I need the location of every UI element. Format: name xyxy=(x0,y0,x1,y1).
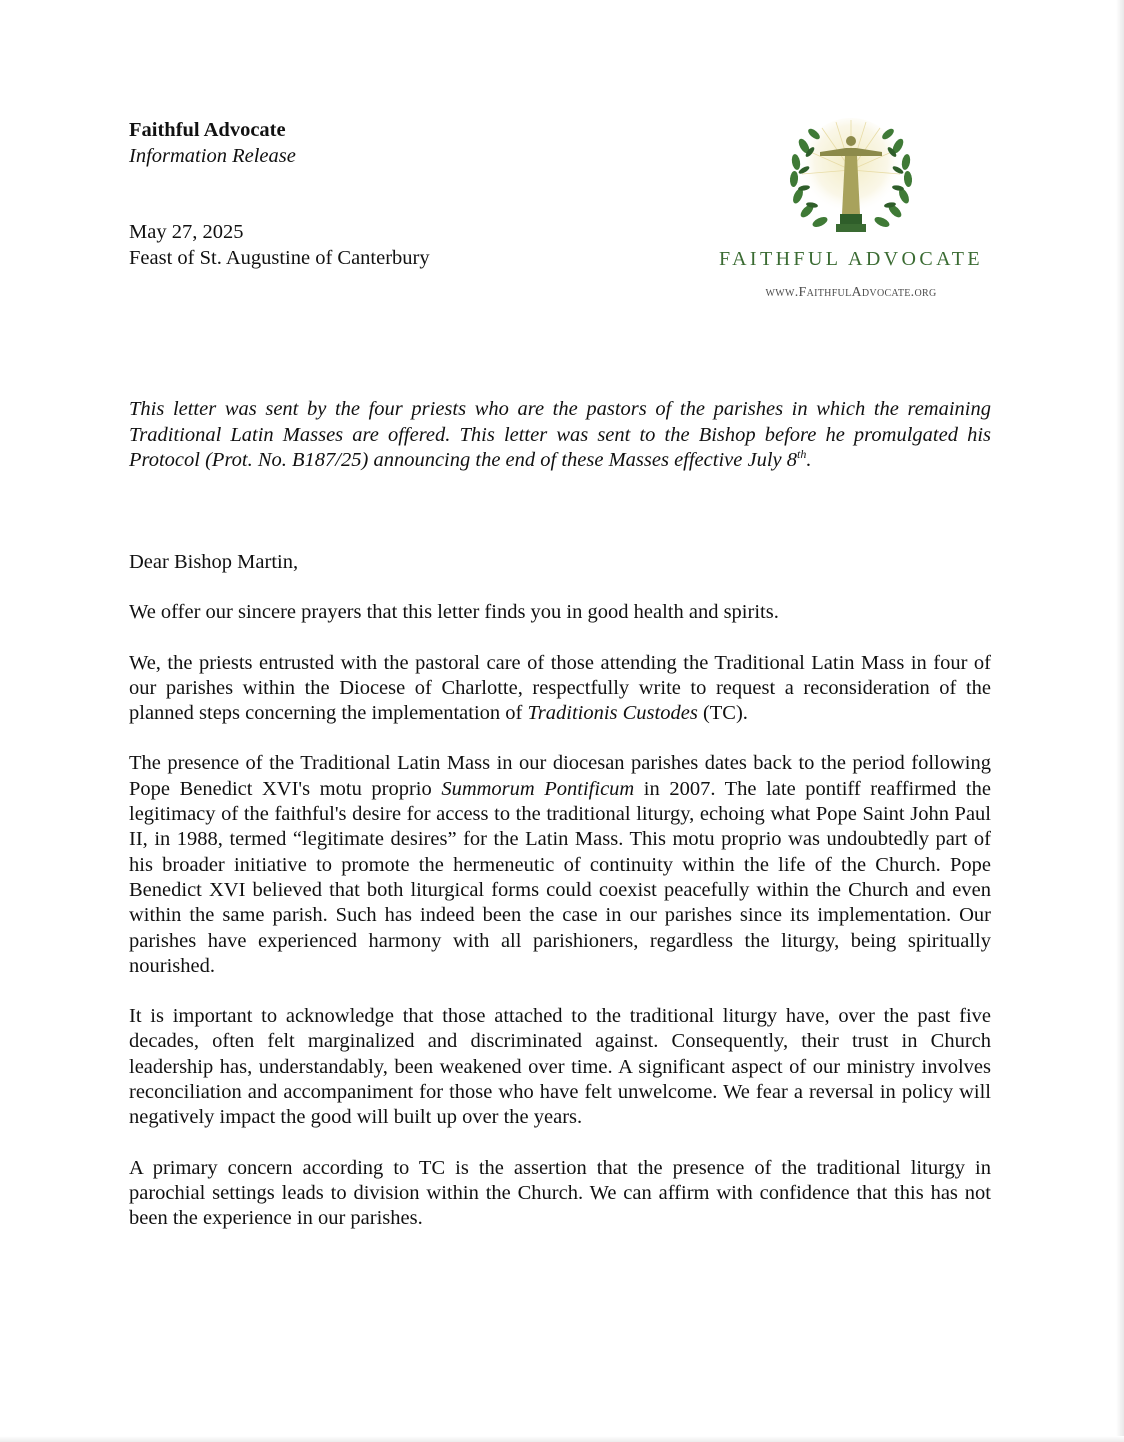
org-name: Faithful Advocate xyxy=(129,119,286,141)
release-date: May 27, 2025 xyxy=(129,221,244,243)
paragraph-3-rest: in 2007. The late pontiff reaffirmed the legitimacy of the faithful's desire for access to the traditional liturgy, echoing what Pope Saint John Paul II, in 1988, termed “legitimate desires” for the Latin Mass. This motu proprio was undoubtedly part of his broader initiative to promote the hermeneutic of continuity within the life of the Church. Pope Benedict XVI believed that both liturgical forms could coexist peacefully within the Church and even within the same parish. Such has indeed been the case in our parishes since its implementation. Our parishes have experienced harmony with all parishioners, regardless the liturgy, being spiritually nourished. xyxy=(129,777,991,977)
page-bottom-shadow xyxy=(0,1436,1124,1442)
paragraph-3 xyxy=(129,751,991,979)
document-title-summorum: Summorum Pontificum xyxy=(441,777,635,800)
salutation: Dear Bishop Martin, xyxy=(129,551,299,573)
paragraph-2-text: We, the priests entrusted with the pastoral care of those attending the Traditional Latin Mass in four of our parishes within the Diocese of Charlotte, respectfully write to request a reconsideration of the planned steps concerning the implementation of xyxy=(129,651,991,725)
intro-end: . xyxy=(806,449,812,471)
date-block xyxy=(129,219,430,271)
page-edge-shadow xyxy=(1116,0,1124,1442)
feast-day: Feast of St. Augustine of Canterbury xyxy=(129,247,430,269)
paragraph-4: It is important to acknowledge that those attached to the traditional liturgy have, over the past five decades, often felt marginalized and discriminated against. Consequently, their trust in Church leadership has, understandably, been weakened over time. A significant aspect of our ministry involves reconciliation and accompaniment for those who have felt unwelcome. We fear a reversal in policy will negatively impact the good will built up over the years. xyxy=(129,1005,991,1129)
faithful-advocate-logo xyxy=(700,112,1002,312)
intro-text: This letter was sent by the four priests who are the pastors of the parishes in which the remaining Traditional Latin Masses are offered. This letter was sent to the Bishop before he promulgated his Protocol (Prot. No. B187/25) announcing the end of these Masses effective July 8 xyxy=(129,398,991,471)
release-subtitle: Information Release xyxy=(129,145,296,167)
document-title-traditionis: Traditionis Custodes xyxy=(527,702,698,725)
intro-superscript: th xyxy=(797,447,807,462)
paragraph-3-text: The presence of the Traditional Latin Mass in our diocesan parishes dates back to the period following Pope Benedict XVI's motu proprio xyxy=(129,752,991,800)
christ-statue-wreath-icon xyxy=(782,112,920,244)
paragraph-2 xyxy=(129,651,991,727)
paragraph-1: We offer our sincere prayers that this letter finds you in good health and spirits. xyxy=(129,601,779,624)
intro-note xyxy=(129,397,991,474)
header-block xyxy=(129,117,296,169)
logo-url: www.FaithfulAdvocate.org xyxy=(765,285,937,300)
paragraph-2-end: (TC). xyxy=(697,702,748,725)
paragraph-5: A primary concern according to TC is the assertion that the presence of the traditional liturgy in parochial settings leads to division within the Church. We can affirm with confidence that this has not been the experience in our parishes. xyxy=(129,1156,991,1230)
letter-body xyxy=(129,550,991,1257)
logo-title: FAITHFUL ADVOCATE xyxy=(719,248,983,270)
